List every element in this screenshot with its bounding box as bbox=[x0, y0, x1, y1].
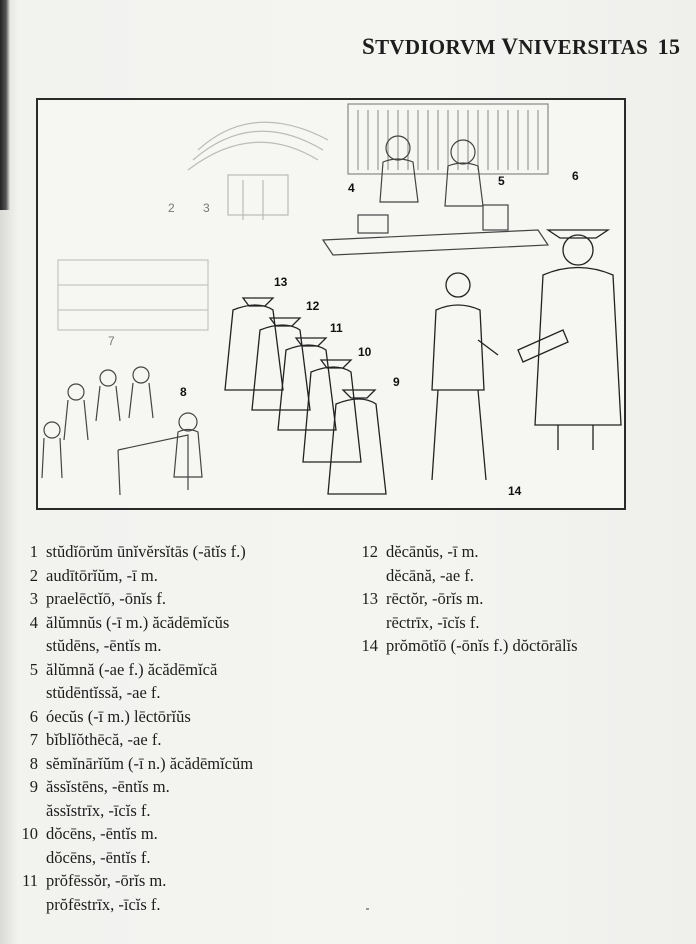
library-reading-room bbox=[323, 104, 548, 255]
university-illustration bbox=[38, 100, 624, 508]
page-header bbox=[362, 34, 681, 64]
figure-label-12: 12 bbox=[306, 299, 320, 313]
legend-entry bbox=[8, 587, 338, 611]
entry-text: stŭdēns, -ēntĭs m. bbox=[46, 636, 162, 655]
entry-number: 4 bbox=[29, 612, 38, 632]
entry-number: 1 bbox=[29, 542, 38, 561]
entry-text: audītōrĭŭm, -ī m. bbox=[46, 565, 158, 585]
legend-entry bbox=[8, 775, 338, 822]
entry-text: prŏmōtĭō (-ōnĭs f.) dŏctōrālĭs bbox=[386, 636, 578, 655]
legend-entry bbox=[348, 634, 678, 658]
figure-label-10: 10 bbox=[358, 345, 372, 359]
figure-label-8: 8 bbox=[180, 385, 187, 399]
entry-text: rēctŏr, -ōrĭs m. bbox=[386, 589, 484, 608]
figure-label-9: 9 bbox=[393, 375, 400, 389]
figure-label-6: 6 bbox=[572, 169, 579, 183]
figure-label-3: 3 bbox=[203, 201, 210, 215]
header-word-1: TVDIORVM bbox=[375, 35, 496, 59]
legend-entry bbox=[8, 752, 338, 776]
entry-text: dĕcānă, -ae f. bbox=[386, 565, 474, 585]
entry-number: 6 bbox=[29, 706, 38, 726]
entry-number: 7 bbox=[29, 730, 38, 749]
entry-text: prŏfēssŏr, -ōrĭs m. bbox=[46, 871, 167, 890]
entry-text: dŏcēns, -ēntĭs m. bbox=[46, 824, 158, 843]
entry-text: rēctrīx, -īcĭs f. bbox=[386, 612, 480, 632]
entry-number: 8 bbox=[29, 753, 38, 773]
entry-text: stŭdēntĭssă, -ae f. bbox=[46, 683, 161, 702]
rector-figure bbox=[518, 230, 621, 450]
legend-entry bbox=[8, 564, 338, 588]
seminar-room bbox=[42, 367, 202, 495]
figure-label-5: 5 bbox=[498, 174, 505, 188]
figure-label-13: 13 bbox=[274, 275, 288, 289]
figure-label-14: 14 bbox=[508, 484, 522, 498]
entry-text: sĕmĭnārĭŭm (-ī n.) ăcădēmĭcŭm bbox=[46, 753, 254, 773]
legend-entry bbox=[8, 540, 338, 564]
legend-entry bbox=[8, 728, 338, 752]
legend-left-column bbox=[8, 540, 338, 916]
entry-text: prŏfēstrīx, -īcĭs f. bbox=[46, 894, 161, 914]
legend-right-column bbox=[348, 540, 678, 658]
entry-text: ălŭmnŭs (-ī m.) ăcădēmĭcŭs bbox=[46, 612, 230, 632]
entry-number: 11 bbox=[22, 871, 38, 890]
page-number: 15 bbox=[657, 34, 681, 59]
entry-text: ălŭmnă (-ae f.) ăcădēmĭcă bbox=[46, 659, 218, 679]
entry-number: 10 bbox=[21, 824, 38, 843]
illustration-figure bbox=[36, 98, 626, 510]
bookshelf-sketch bbox=[58, 260, 208, 330]
entry-text: dĕcānŭs, -ī m. bbox=[386, 542, 479, 561]
legend-entry bbox=[8, 611, 338, 658]
entry-text: stŭdĭōrŭm ūnĭvĕrsĭtās (-ātĭs f.) bbox=[46, 542, 246, 561]
figure-label-7: 7 bbox=[108, 334, 115, 348]
figure-label-11: 11 bbox=[330, 321, 343, 335]
entry-text: dŏcēns, -ēntĭs f. bbox=[46, 847, 151, 867]
entry-number: 3 bbox=[29, 589, 38, 608]
entry-number: 14 bbox=[361, 636, 378, 655]
page-speck bbox=[366, 908, 369, 910]
entry-text: óecŭs (-ī m.) lēctōrĭŭs bbox=[46, 706, 191, 726]
figure-label-2: 2 bbox=[168, 201, 175, 215]
entry-text: bĭblĭŏthēcă, -ae f. bbox=[46, 730, 162, 749]
legend-entry bbox=[8, 869, 338, 916]
page-spine-shadow bbox=[0, 0, 10, 210]
student-receiving bbox=[432, 273, 498, 480]
entry-number: 2 bbox=[29, 565, 38, 585]
entry-text: ăssĭstrīx, -īcĭs f. bbox=[46, 800, 151, 820]
legend-entry bbox=[8, 822, 338, 869]
legend-entry bbox=[348, 540, 678, 587]
entry-text: praelēctĭō, -ōnĭs f. bbox=[46, 589, 167, 608]
entry-number: 5 bbox=[29, 659, 38, 679]
graduation-procession bbox=[225, 298, 386, 494]
entry-number: 12 bbox=[361, 542, 378, 561]
legend-entry bbox=[348, 587, 678, 634]
header-initial-2: V bbox=[501, 34, 519, 59]
figure-label-4: 4 bbox=[348, 181, 355, 195]
legend-entry bbox=[8, 658, 338, 705]
entry-number: 9 bbox=[29, 777, 38, 796]
header-word-2: NIVERSITAS bbox=[518, 35, 649, 59]
legend-entry bbox=[8, 705, 338, 729]
entry-number: 13 bbox=[361, 589, 378, 608]
entry-text: ăssĭstēns, -ēntĭs m. bbox=[46, 777, 170, 796]
header-initial-1: S bbox=[362, 34, 376, 59]
